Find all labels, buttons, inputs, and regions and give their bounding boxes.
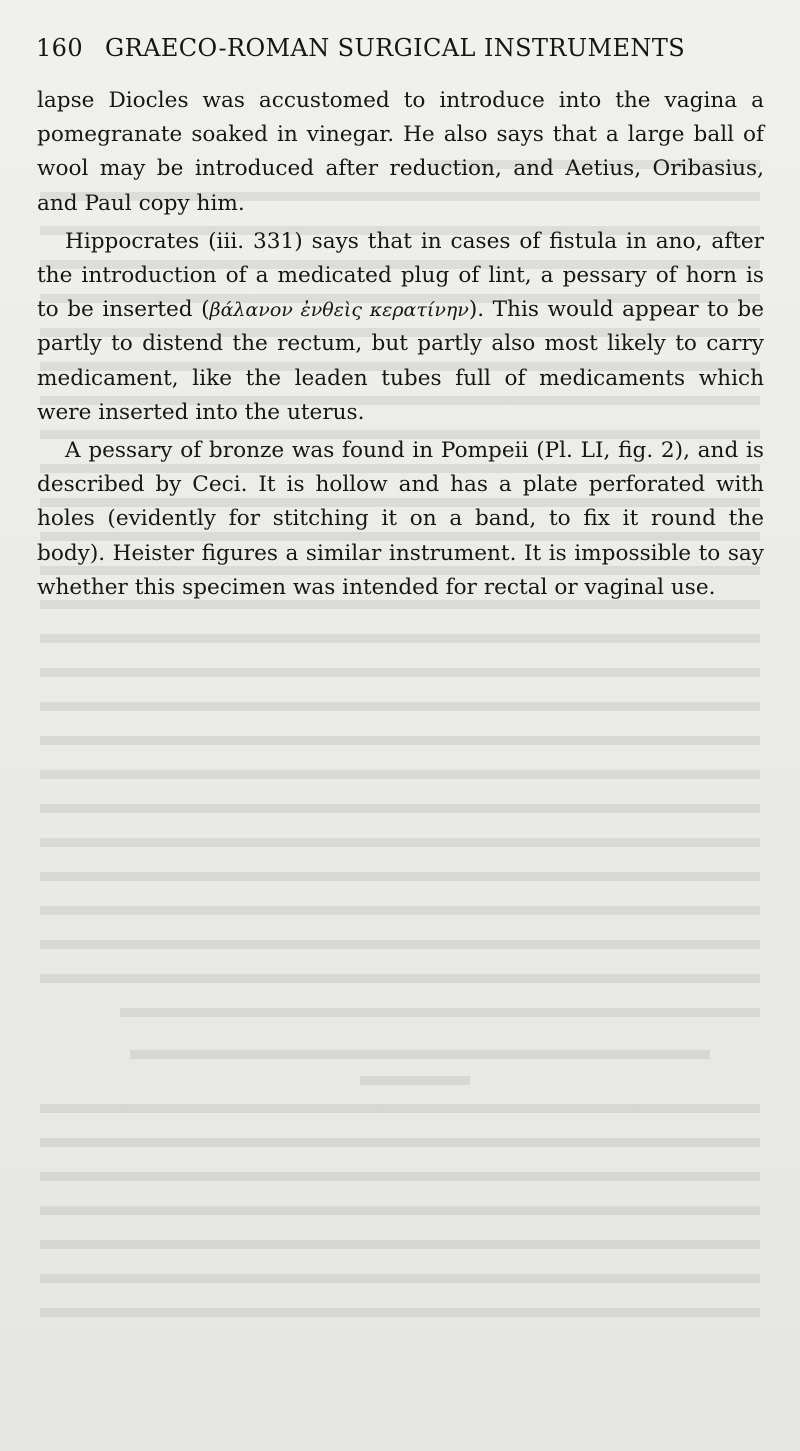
body-text (37, 84, 764, 609)
paragraph-text-end: ). This would appear to be partly to distend the rectum, but partly also most likely to carry medicament, like the leaden tubes full of medicaments which were inserted into the uterus. (37, 297, 764, 425)
paragraph-pompeii-pessary: A pessary of bronze was found in Pompeii (Pl. LI, fig. 2), and is described by Ceci. It is hollow and has a plate perforated with holes (evidently for stitching it on a band, to fix it round the body). Heister figures a similar instrument. It is impossible to say whether this specimen was intended for rectal or vaginal use. (37, 438, 764, 600)
paragraph-text-start: Hippocrates (iii. 331) says that in cases of fistula in ano, after the introduction of a medicated plug of lint, a pessary of horn is to be inserted ( (37, 228, 764, 323)
paragraph-continuation: lapse Diocles was accustomed to introduce into the vagina a pomegranate soaked in vinegar. He also says that a large ball of wool may be introduced after reduction, and Aetius, Oribasius, and Paul copy him. (37, 88, 764, 216)
running-title: GRAECO-ROMAN SURGICAL INSTRUMENTS (105, 34, 686, 62)
paragraph-hippocrates (37, 225, 764, 430)
page-number: 160 (36, 34, 84, 62)
greek-quotation: βάλανον ἐνθεὶς κερατίνην (209, 299, 469, 322)
running-header (36, 34, 766, 62)
